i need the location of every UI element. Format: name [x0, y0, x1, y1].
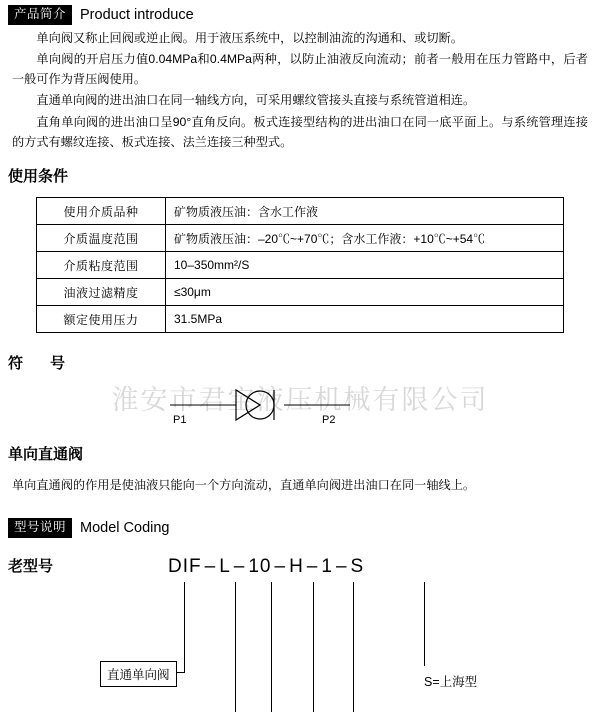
- condition-label: 油液过滤精度: [37, 279, 166, 306]
- leader-line-10: [271, 582, 272, 712]
- model-code-segment: DIF: [168, 556, 202, 577]
- condition-value: 矿物质液压油：含水工作液: [166, 198, 564, 225]
- table-row: [37, 198, 564, 225]
- leader-line-l: [235, 582, 236, 712]
- code-dash: –: [233, 556, 246, 577]
- code-dash: –: [306, 556, 319, 577]
- straight-check-valve-title: 单向直通阀: [8, 446, 84, 463]
- label-shanghai-type: S=上海型: [424, 675, 478, 689]
- symbol-port-p2: P2: [322, 414, 336, 426]
- model-code-segment: L: [219, 556, 231, 577]
- table-row: [37, 252, 564, 279]
- model-coding-tag: 型号说明: [8, 518, 72, 538]
- usage-conditions-title: 使用条件: [8, 168, 69, 185]
- product-intro-heading: [8, 5, 194, 25]
- table-row: [37, 279, 564, 306]
- usage-conditions-table: [36, 197, 564, 333]
- table-row: [37, 306, 564, 333]
- old-model-label: 老型号: [8, 558, 54, 575]
- model-code-segment: 10: [248, 556, 272, 577]
- intro-paragraph: 单向阀又称止回阀或逆止阀。用于液压系统中，以控制油流的沟通和、或切断。: [36, 31, 463, 45]
- symbol-port-p1: P1: [173, 414, 187, 426]
- leader-line-dif: [184, 582, 185, 672]
- table-row: [37, 225, 564, 252]
- intro-paragraph: 直角单向阀的进出油口呈90°直角反向。板式连接型结构的进出油口在同一底平面上。与系统管理连接的方式有螺纹连接、板式连接、法兰连接三种型式。: [12, 114, 588, 149]
- product-intro-tag: 产品简介: [8, 5, 72, 25]
- condition-label: 使用介质品种: [37, 198, 166, 225]
- condition-label: 介质温度范围: [37, 225, 166, 252]
- intro-paragraph: 单向阀的开启压力值0.04MPa和0.4MPa两种，以防止油液反向流动；前者一般用在压力管路中，后者一般可作为背压阀使用。: [12, 52, 588, 87]
- code-dash: –: [274, 556, 287, 577]
- model-code-segment: H: [289, 556, 304, 577]
- condition-value: 矿物质液压油：–20℃~+70℃；含水工作液：+10℃~+54℃: [166, 225, 564, 252]
- code-dash: –: [204, 556, 217, 577]
- product-intro-tag-en: Product introduce: [80, 6, 194, 23]
- symbol-title: 符 号: [8, 355, 72, 372]
- code-dash: –: [335, 556, 348, 577]
- condition-value: 10–350mm²/S: [166, 252, 564, 279]
- model-code-segment: S: [350, 556, 365, 577]
- condition-value: ≤30μm: [166, 279, 564, 306]
- intro-paragraph: 直通单向阀的进出油口在同一轴线方向，可采用螺纹管接头直接与系统管道相连。: [36, 93, 476, 108]
- product-intro-body: [12, 28, 588, 153]
- model-coding-tag-en: Model Coding: [80, 519, 170, 536]
- straight-check-valve-text: 单向直通阀的作用是使油液只能向一个方向流动，直通单向阀进出油口在同一轴线上。: [12, 478, 476, 492]
- model-coding-heading: [8, 518, 170, 538]
- leader-line-s: [424, 582, 425, 666]
- label-straight-check-valve: 直通单向阀: [100, 661, 177, 687]
- model-code-row: [168, 556, 364, 578]
- model-code-segment: 1: [321, 556, 333, 577]
- condition-value: 31.5MPa: [166, 306, 564, 333]
- leader-line-h: [313, 582, 314, 712]
- condition-label: 介质粘度范围: [37, 252, 166, 279]
- leader-line-1: [353, 582, 354, 712]
- watermark-text: 淮安市君宝液压机械有限公司: [111, 385, 489, 415]
- condition-label: 额定使用压力: [37, 306, 166, 333]
